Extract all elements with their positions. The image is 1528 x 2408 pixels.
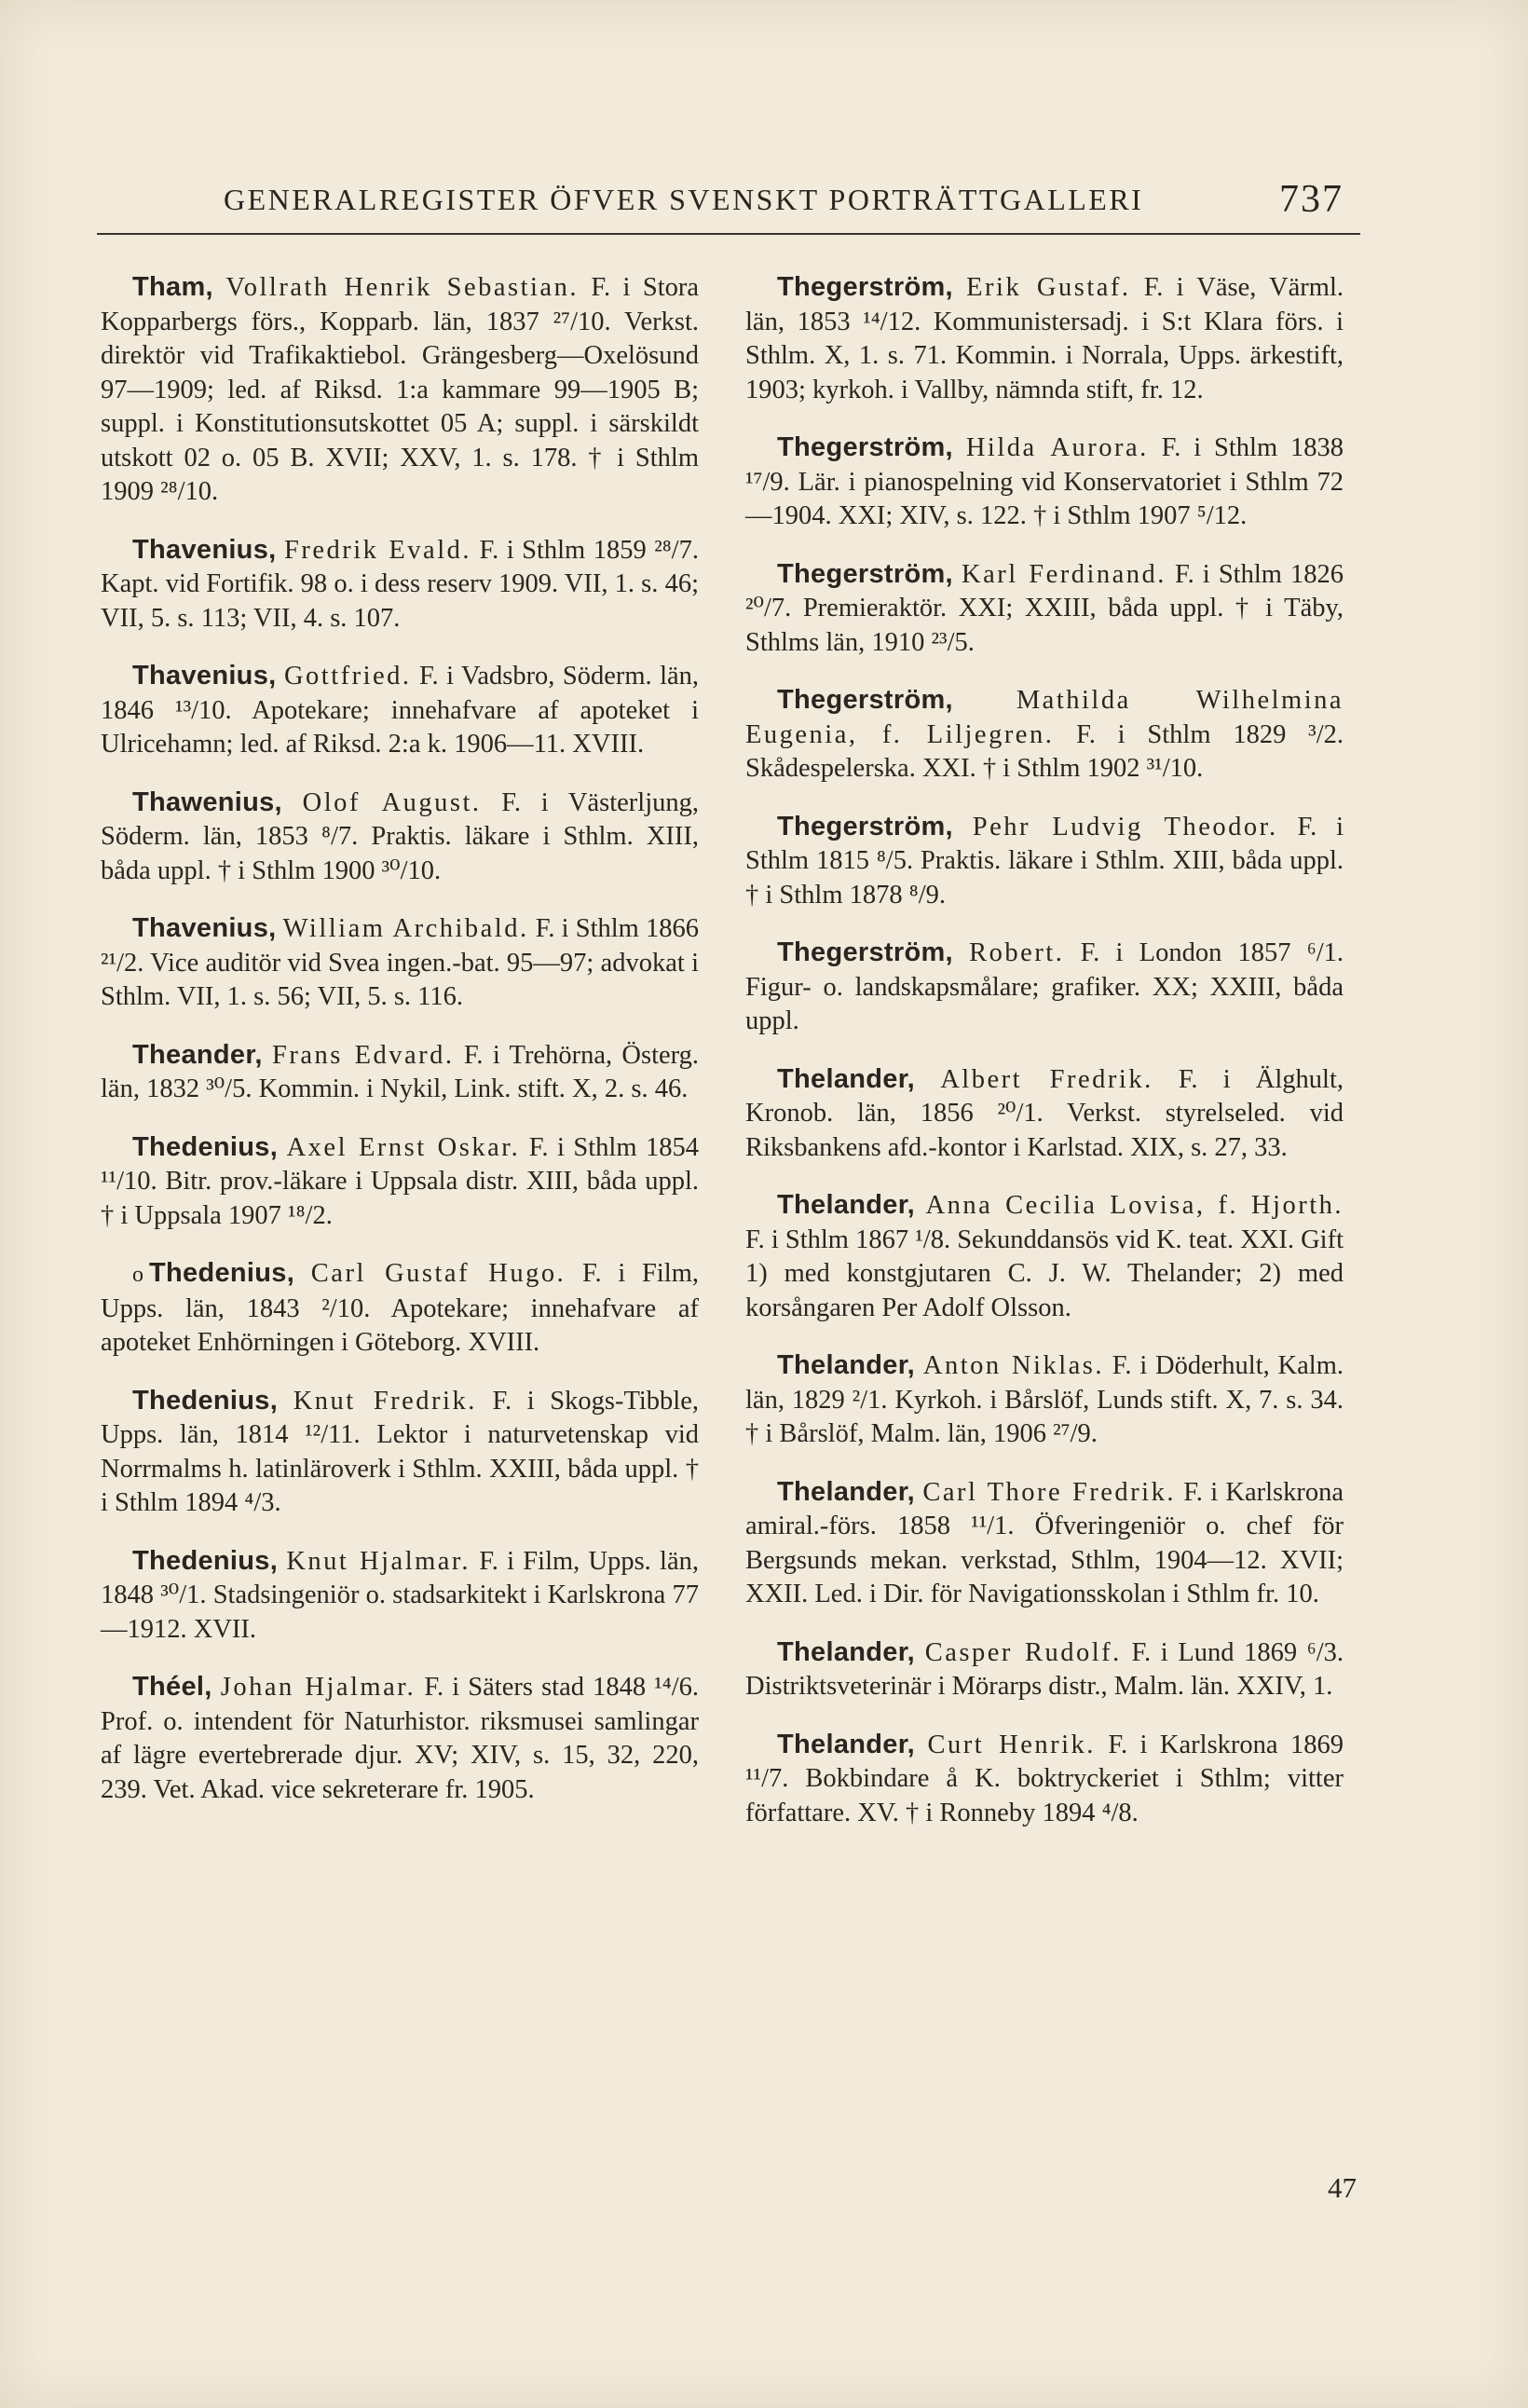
entry-surname: Thelander, bbox=[777, 1729, 916, 1759]
entry-given-names: Albert Fredrik. bbox=[940, 1064, 1153, 1094]
register-entry bbox=[745, 936, 1344, 1039]
entry-text: F. i Sthlm 1829 ³/2. Skådespelerska. XXI. † i Sthlm 1902 ³¹/10. bbox=[745, 719, 1344, 783]
page-number: 737 bbox=[1279, 178, 1344, 221]
entry-surname: Thegerström, bbox=[777, 811, 953, 841]
register-entry bbox=[101, 533, 699, 636]
right-column bbox=[745, 270, 1344, 1854]
entry-surname: Thawenius, bbox=[132, 787, 282, 817]
entry-surname: Théel, bbox=[132, 1672, 212, 1702]
entry-surname: Thavenius, bbox=[132, 913, 277, 943]
entry-surname: Thegerström, bbox=[777, 272, 953, 302]
entry-surname: Thelander, bbox=[777, 1190, 916, 1220]
entry-given-names: Frans Edvard. bbox=[271, 1040, 455, 1070]
entry-surname: Thavenius, bbox=[132, 534, 277, 565]
entry-text: F. i Döderhult, Kalm. län, 1829 ²/1. Kyrkoh. i Bårslöf, Lunds stift. X, 7. s. 34. † i Bårslöf, Malm. län, 1906 ²⁷/9. bbox=[745, 1351, 1344, 1448]
entry-given-names: Knut Fredrik. bbox=[293, 1386, 477, 1416]
entry-given-names: Carl Gustaf Hugo. bbox=[310, 1259, 566, 1288]
entry-surname: Thegerström, bbox=[777, 685, 953, 715]
entry-given-names: Gottfried. bbox=[283, 662, 412, 691]
left-column bbox=[101, 270, 699, 1830]
entry-given-names: Karl Ferdinand. bbox=[962, 559, 1166, 589]
entry-text: F. i Film, Upps. län, 1848 ³⁰/1. Stadsingeniör o. stadsarkitekt i Karlskrona 77—1912. XVII. bbox=[101, 1546, 699, 1644]
register-entry bbox=[745, 1348, 1344, 1452]
entry-given-names: Pehr Ludvig Theodor. bbox=[972, 812, 1278, 841]
register-entry bbox=[745, 1635, 1344, 1704]
entry-surname: Thedenius, bbox=[132, 1385, 279, 1416]
register-entry bbox=[101, 1384, 699, 1521]
register-entry bbox=[101, 1670, 699, 1807]
entry-surname: Thelander, bbox=[777, 1636, 916, 1667]
page-title: GENERALREGISTER ÖFVER SVENSKT PORTRÄTTGALLERI bbox=[224, 183, 1144, 216]
entry-given-names: Olof August. bbox=[302, 787, 482, 817]
entry-text: F. i Film, Upps. län, 1843 ²/10. Apotekare; innehafvare af apoteket Enhörningen i Göteborg. XVIII. bbox=[101, 1259, 699, 1357]
entry-text: F. i London 1857 ⁶/1. Figur- o. landskapsmålare; grafiker. XX; XXIII, båda uppl. bbox=[745, 938, 1344, 1035]
entry-text: F. i Sthlm 1859 ²⁸/7. Kapt. vid Fortifik. 98 o. i dess reserv 1909. VII, 1. s. 46; VII, 5. s. 113; VII, 4. s. 107. bbox=[101, 535, 699, 633]
entry-surname: Thegerström, bbox=[777, 937, 953, 967]
entry-surname: Thedenius, bbox=[149, 1258, 295, 1288]
entry-surname: Thegerström, bbox=[777, 558, 953, 589]
entry-text: F. i Säters stad 1848 ¹⁴/6. Prof. o. intendent för Naturhistor. riksmusei samlingar af lägre evertebrerade djur. XV; XIV, s. 15, 32, 220, 239. Vet. Akad. vice sekreterare fr. 1905. bbox=[101, 1673, 700, 1804]
entry-text: F. i Trehörna, Österg. län, 1832 ³⁰/5. Kommin. i Nykil, Link. stift. X, 2. s. 46. bbox=[101, 1040, 699, 1103]
entry-surname: Thedenius, bbox=[132, 1131, 279, 1162]
entry-text: F. i Sthlm 1866 ²¹/2. Vice auditör vid Svea ingen.-bat. 95—97; advokat i Sthlm. VII, 1. s. 56; VII, 5. s. 116. bbox=[101, 914, 700, 1011]
register-entry bbox=[101, 786, 699, 889]
entry-surname: Thegerström, bbox=[777, 432, 953, 462]
signature-number: 47 bbox=[1328, 2171, 1357, 2204]
entry-marker: o bbox=[132, 1263, 143, 1287]
entry-given-names: Carl Thore Fredrik. bbox=[922, 1477, 1176, 1507]
register-entry bbox=[101, 270, 699, 510]
entry-text: F. i Karlskrona 1869 ¹¹/7. Bokbindare å K. boktryckeriet i Sthlm; vitter författare. XV. † i Ronneby 1894 ⁴/8. bbox=[745, 1730, 1344, 1827]
entry-text: F. i Västerljung, Söderm. län, 1853 ⁸/7. Praktis. läkare i Sthlm. XIII, båda uppl. † i Sthlm 1900 ³⁰/10. bbox=[101, 787, 699, 885]
register-entry bbox=[101, 1256, 699, 1361]
entry-surname: Thelander, bbox=[777, 1476, 916, 1507]
entry-text: F. i Väse, Värml. län, 1853 ¹⁴/12. Kommunistersadj. i S:t Klara förs. i Sthlm. X, 1. s. 71. Kommin. i Norrala, Upps. ärkestift, 1903; kyrkoh. i Vallby, nämnda stift, fr. 12. bbox=[745, 273, 1344, 404]
entry-text: F. i Skogs-Tibble, Upps. län, 1814 ¹²/11. Lektor i naturvetenskap vid Norrmalms h. latinläroverk i Sthlm. XXIII, båda uppl. † i Sthlm 1894 ⁴/3. bbox=[101, 1386, 700, 1517]
register-entry bbox=[745, 1728, 1344, 1831]
entry-given-names: Anton Niklas. bbox=[922, 1351, 1104, 1380]
entry-text: F. i Lund 1869 ⁶/3. Distriktsveterinär i Mörarps distr., Malm. län. XXIV, 1. bbox=[745, 1637, 1344, 1701]
entry-text: F. i Sthlm 1815 ⁸/5. Praktis. läkare i Sthlm. XIII, båda uppl. † i Sthlm 1878 ⁸/9. bbox=[745, 812, 1344, 910]
entry-given-names: William Archibald. bbox=[282, 914, 529, 943]
register-entry bbox=[101, 659, 699, 762]
register-entry bbox=[101, 1130, 699, 1234]
entry-text: F. i Vadsbro, Söderm. län, 1846 ¹³/10. Apotekare; innehafvare af apoteket i Ulricehamn; led. af Riksd. 2:a k. 1906—11. XVIII. bbox=[101, 662, 700, 759]
entry-text: F. i Sthlm 1867 ¹/8. Sekunddansös vid K. teat. XXI. Gift 1) med konstgjutaren C. J. W. Thelander; 2) med korsångaren Per Adolf Olsson. bbox=[745, 1225, 1344, 1322]
entry-given-names: Johan Hjalmar. bbox=[220, 1673, 416, 1702]
entry-given-names: Vollrath Henrik Sebastian. bbox=[225, 273, 579, 302]
register-entry bbox=[101, 911, 699, 1015]
entry-surname: Thedenius, bbox=[132, 1545, 279, 1576]
entry-surname: Tham, bbox=[132, 272, 213, 302]
entry-text: F. i Sthlm 1826 ²⁰/7. Premieraktör. XXI; XXIII, båda uppl. † i Täby, Sthlms län, 1910 ²³/5. bbox=[745, 559, 1344, 657]
entry-surname: Thelander, bbox=[777, 1063, 916, 1094]
register-entry bbox=[745, 1062, 1344, 1166]
register-entry bbox=[745, 1188, 1344, 1325]
running-header bbox=[224, 177, 1351, 229]
header-rule bbox=[97, 233, 1360, 235]
entry-given-names: Axel Ernst Oskar. bbox=[286, 1132, 521, 1162]
entry-given-names: Fredrik Evald. bbox=[284, 535, 471, 565]
entry-text: F. i Sthlm 1838 ¹⁷/9. Lär. i pianospelning vid Konservatoriet i Sthlm 72—1904. XXI; XIV, s. 122. † i Sthlm 1907 ⁵/12. bbox=[745, 433, 1344, 530]
register-entry bbox=[101, 1038, 699, 1107]
entry-given-names: Curt Henrik. bbox=[927, 1730, 1096, 1759]
entry-given-names: Hilda Aurora. bbox=[965, 433, 1149, 462]
register-entry bbox=[745, 557, 1344, 661]
register-entry bbox=[101, 1544, 699, 1648]
register-entry bbox=[745, 683, 1344, 787]
entry-surname: Theander, bbox=[132, 1039, 263, 1070]
register-entry bbox=[745, 810, 1344, 913]
register-entry bbox=[745, 1475, 1344, 1612]
register-entry bbox=[745, 431, 1344, 534]
entry-text: F. i Stora Kopparbergs förs., Kopparb. län, 1837 ²⁷/10. Verkst. direktör vid Trafikaktiebol. Grängesberg—Oxelösund 97—1909; led. af Riksd. 1:a kammare 99—1905 B; suppl. i Konstitutionsutskottet 05 A; suppl. i särskildt utskott 02 o. 05 B. XVII; XXV, 1. s. 178. † i Sthlm 1909 ²⁸/10. bbox=[101, 273, 699, 506]
entry-surname: Thelander, bbox=[777, 1350, 916, 1380]
entry-given-names: Erik Gustaf. bbox=[966, 273, 1131, 302]
entry-surname: Thavenius, bbox=[132, 661, 277, 691]
register-entry bbox=[745, 270, 1344, 407]
entry-given-names: Mathilda Wilhelmina Eugenia, f. Liljegren. bbox=[745, 686, 1344, 749]
entry-given-names: Robert. bbox=[969, 938, 1065, 967]
entry-given-names: Knut Hjalmar. bbox=[286, 1546, 471, 1576]
entry-text: F. i Älghult, Kronob. län, 1856 ²⁰/1. Verkst. styrelseled. vid Riksbankens afd.-kontor i Karlstad. XIX, s. 27, 33. bbox=[745, 1064, 1344, 1162]
entry-text: F. i Karlskrona amiral.-förs. 1858 ¹¹/1. Öfveringeniör o. chef för Bergsunds mekan. verkstad, Sthlm, 1904—12. XVII; XXII. Led. i Dir. för Navigationsskolan i Sthlm fr. 10. bbox=[745, 1477, 1344, 1608]
entry-text: F. i Sthlm 1854 ¹¹/10. Bitr. prov.-läkare i Uppsala distr. XIII, båda uppl. † i Uppsala 1907 ¹⁸/2. bbox=[101, 1132, 700, 1230]
entry-given-names: Casper Rudolf. bbox=[924, 1637, 1122, 1667]
entry-given-names: Anna Cecilia Lovisa, f. Hjorth. bbox=[925, 1191, 1344, 1220]
